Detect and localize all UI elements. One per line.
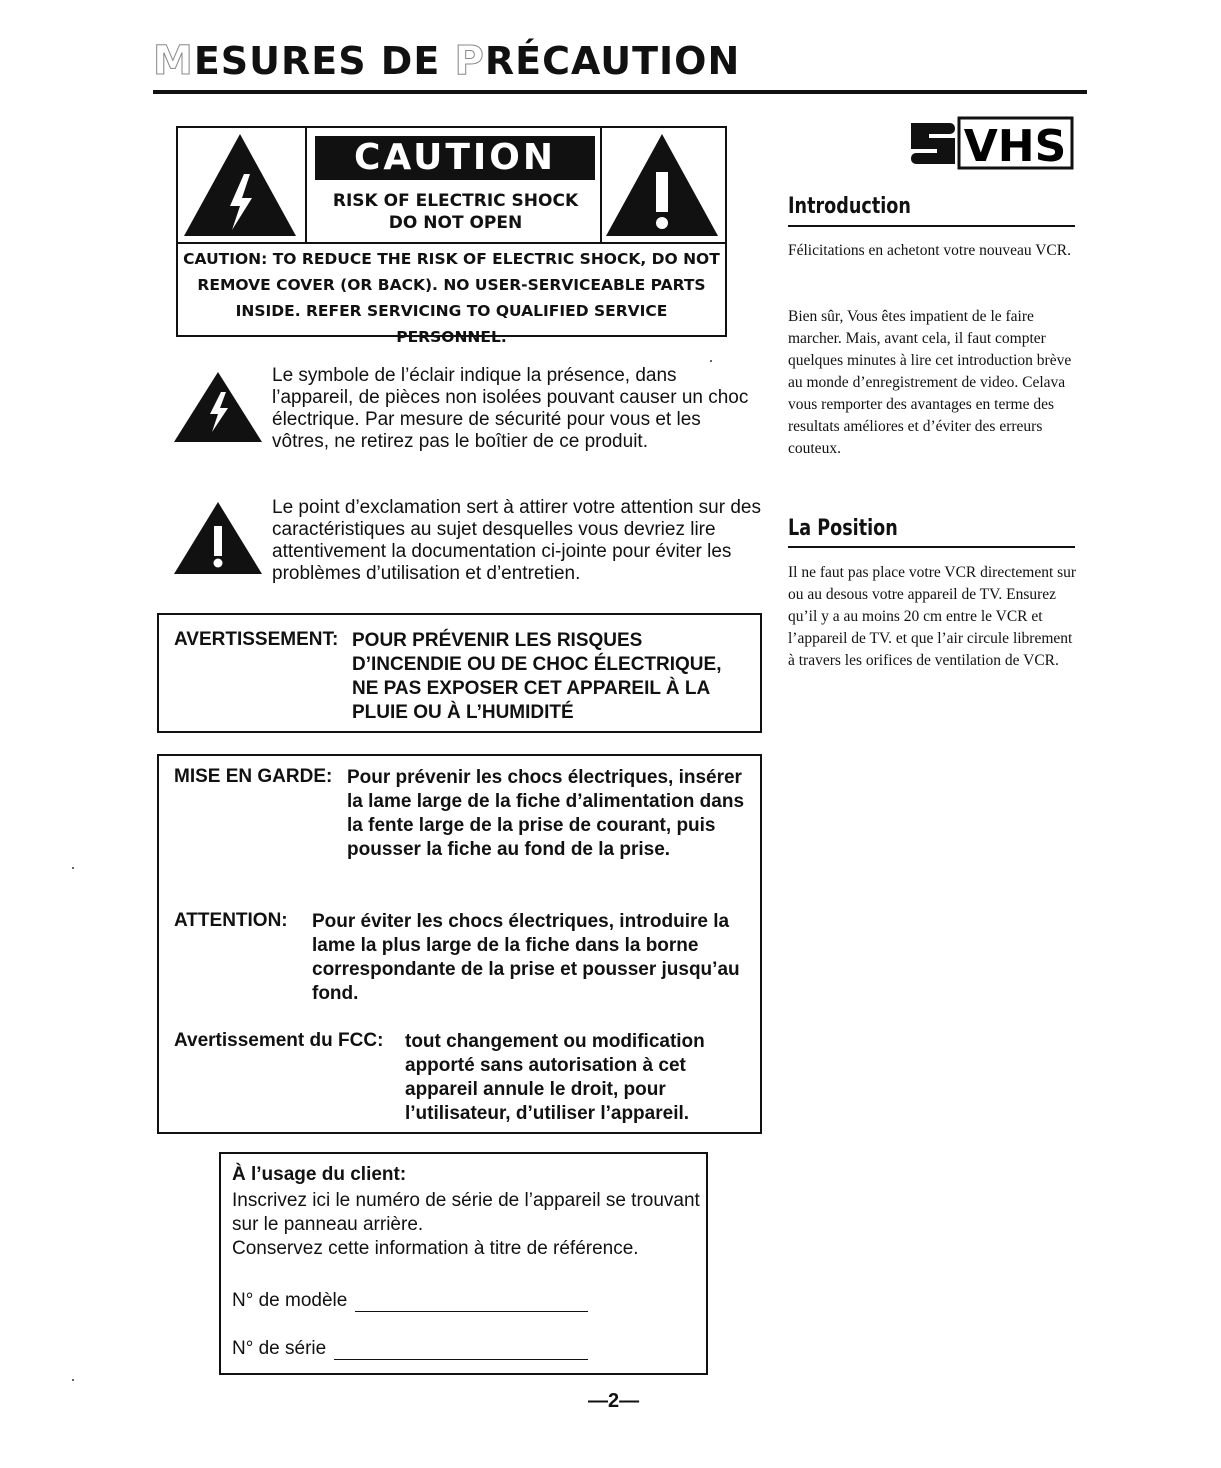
caution-warning-line-2: REMOVE COVER (OR BACK). NO USER-SERVICEABLE PARTS (197, 276, 706, 294)
svhs-logo-text: VHS (963, 121, 1067, 171)
mise-en-garde-box (157, 754, 762, 1134)
title-part-1: ESURES DE (193, 39, 455, 83)
caution-banner: CAUTION (315, 136, 595, 180)
position-heading: La Position (788, 516, 898, 541)
caution-top-row (178, 128, 725, 244)
introduction-para-2: Bien sûr, Vous êtes impatient de le faire marcher. Mais, avant cela, il faut compter quelques minutes à lire cet introduction brève au monde d’enregistrement de video. Celava vous remporter des avantages en terme des resultats améliores et d’éviter des erreurs couteux. (788, 308, 1072, 457)
page-title (153, 38, 740, 84)
attention-label: ATTENTION: (174, 910, 288, 931)
lightning-warning-icon (178, 128, 307, 242)
mise-en-garde-label: MISE EN GARDE: (174, 766, 333, 787)
caution-warning-text (178, 246, 725, 350)
introduction-heading: Introduction (788, 194, 911, 219)
client-instructions (232, 1189, 702, 1261)
title-initial-p: P (454, 38, 485, 84)
risk-line-2: DO NOT OPEN (388, 213, 523, 233)
risk-line-1: RISK OF ELECTRIC SHOCK (332, 191, 579, 211)
model-number-field[interactable] (232, 1290, 588, 1312)
client-box (219, 1152, 708, 1375)
page-number: —2— (588, 1390, 640, 1412)
title-initial-m: M (153, 38, 194, 84)
caution-risk-text (307, 190, 604, 234)
client-title: À l’usage du client: (232, 1164, 407, 1185)
scan-speck (72, 1379, 74, 1381)
serial-number-label: N° de série (232, 1338, 327, 1359)
avertissement-text: POUR PRÉVENIR LES RISQUES D’INCENDIE OU DE CHOC ÉLECTRIQUE, NE PAS EXPOSER CET APPAREIL À LA PLUIE OU À L’HUMIDITÉ (352, 630, 722, 723)
fcc-label: Avertissement du FCC: (174, 1030, 384, 1051)
lightning-symbol-icon (172, 370, 264, 449)
caution-label (176, 126, 727, 346)
serial-number-field[interactable] (232, 1338, 588, 1360)
scan-speck (710, 360, 712, 362)
attention-text: Pour éviter les chocs électriques, introduire la lame la plus large de la fiche dans la borne correspondante de la prise et pousser jusqu’au fond. (312, 911, 740, 1004)
avertissement-label: AVERTISSEMENT: (174, 629, 339, 650)
exclamation-symbol-text: Le point d’exclamation sert à attirer votre attention sur des caractéristiques au sujet desquelles vous devriez lire attentivement la documentation ci-jointe pour éviter les problèmes d’utilisation et d’entretien. (272, 497, 761, 584)
exclamation-warning-icon (600, 128, 725, 242)
mise-en-garde-text: Pour prévenir les chocs électriques, insérer la lame large de la fiche d’alimentation dans la fente large de la prise de courant, puis pousser la fiche au fond de la prise. (347, 767, 745, 860)
client-text-line-2: Conservez cette information à titre de référence. (232, 1238, 639, 1259)
serial-number-line[interactable] (334, 1341, 588, 1360)
lightning-symbol-text: Le symbole de l’éclair indique la présence, dans l’appareil, de pièces non isolées pouvant causer un choc électrique. Par mesure de sécurité pour vous et les vôtres, ne retirez pas le boîtier de ce produit. (272, 365, 749, 452)
introduction-rule (788, 225, 1075, 227)
caution-warning-line-3: INSIDE. REFER SERVICING TO QUALIFIED SERVICE PERSONNEL. (235, 302, 668, 346)
avertissement-box (157, 613, 762, 733)
position-para: Il ne faut pas place votre VCR directement sur ou au desous votre appareil de TV. Ensurez qu’il y a au moins 20 cm entre le VCR et l’appareil de TV. et que l’air circule librement à travers les orifices de ventilation de VCR. (788, 564, 1077, 669)
introduction-para-1: Félicitations en achetont votre nouveau VCR. (788, 242, 1071, 259)
model-number-line[interactable] (355, 1293, 588, 1312)
fcc-text: tout changement ou modification apporté sans autorisation à cet appareil annule le droit, pour l’utilisateur, d’utiliser l’appareil. (405, 1031, 705, 1124)
client-text-line-1: Inscrivez ici le numéro de série de l’appareil se trouvant sur le panneau arrière. (232, 1190, 700, 1235)
caution-warning-line-1: CAUTION: TO REDUCE THE RISK OF ELECTRIC SHOCK, DO NOT (183, 250, 720, 268)
caution-center (307, 128, 604, 242)
title-part-2: RÉCAUTION (484, 39, 741, 83)
exclamation-symbol-icon (172, 500, 264, 581)
position-rule (788, 546, 1075, 548)
svhs-logo (911, 115, 1075, 171)
title-rule (153, 90, 1087, 94)
scan-speck (72, 867, 74, 869)
model-number-label: N° de modèle (232, 1290, 348, 1311)
